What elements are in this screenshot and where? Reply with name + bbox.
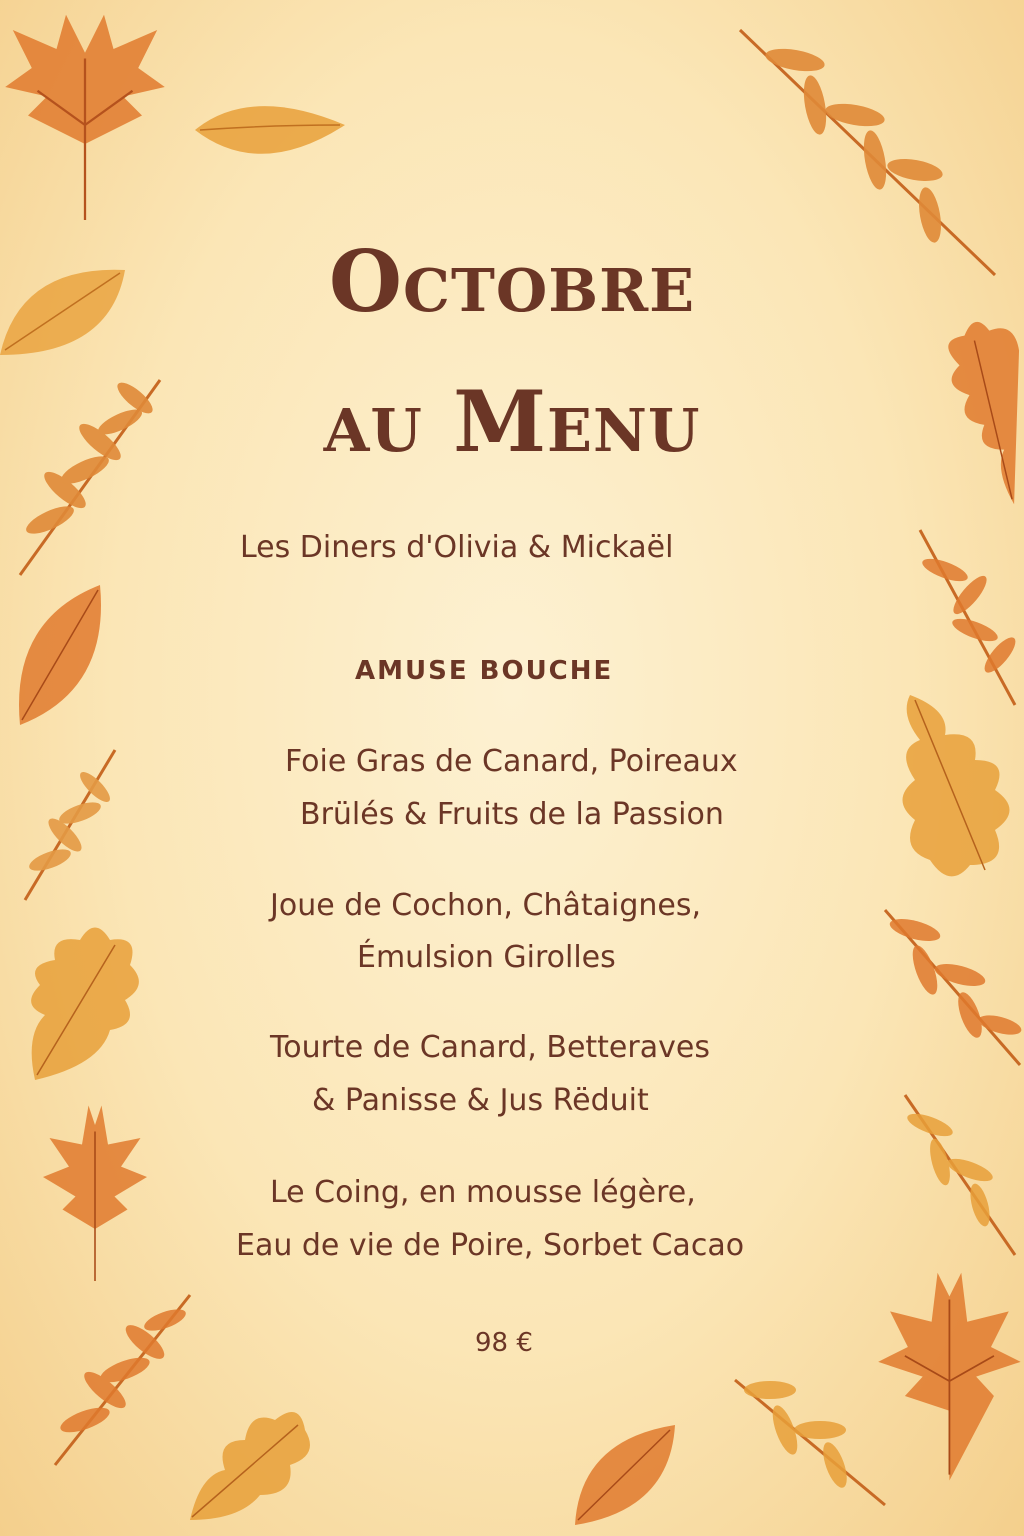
menu-price: 98 € xyxy=(475,1328,533,1358)
oval-leaf-icon xyxy=(190,85,350,175)
oak-leaf-icon xyxy=(890,690,1024,890)
fern-branch-icon xyxy=(15,745,125,905)
fern-branch-icon xyxy=(880,900,1024,1070)
menu-subtitle: Les Diners d'Olivia & Mickaël xyxy=(240,530,674,565)
dish-4-line2: Eau de vie de Poire, Sorbet Cacao xyxy=(236,1228,745,1263)
dish-2-line2: Émulsion Girolles xyxy=(357,940,616,975)
maple-leaf-icon xyxy=(30,1085,160,1295)
dish-2-line1: Joue de Cochon, Châtaignes, xyxy=(270,888,702,923)
fern-branch-icon xyxy=(910,520,1024,710)
dish-1-line1: Foie Gras de Canard, Poireaux xyxy=(285,744,738,779)
fern-branch-icon xyxy=(730,1360,890,1510)
dish-3-line2: & Panisse & Jus Rëduit xyxy=(312,1083,649,1118)
dish-1-line2: Brülés & Fruits de la Passion xyxy=(300,797,724,832)
oval-leaf-icon xyxy=(570,1420,680,1530)
oak-leaf-icon xyxy=(15,915,150,1085)
fern-branch-icon xyxy=(40,1280,200,1470)
menu-title-line2: au Menu xyxy=(323,372,701,471)
oval-leaf-icon xyxy=(10,580,110,730)
maple-leaf-icon xyxy=(0,10,180,240)
dish-4-line1: Le Coing, en mousse légère, xyxy=(270,1175,696,1210)
oak-leaf-icon xyxy=(180,1395,320,1525)
section-heading: AMUSE BOUCHE xyxy=(355,656,614,686)
menu-title-line1: Octobre xyxy=(328,232,696,331)
dish-3-line1: Tourte de Canard, Betteraves xyxy=(270,1030,710,1065)
fern-branch-icon xyxy=(895,1090,1024,1260)
